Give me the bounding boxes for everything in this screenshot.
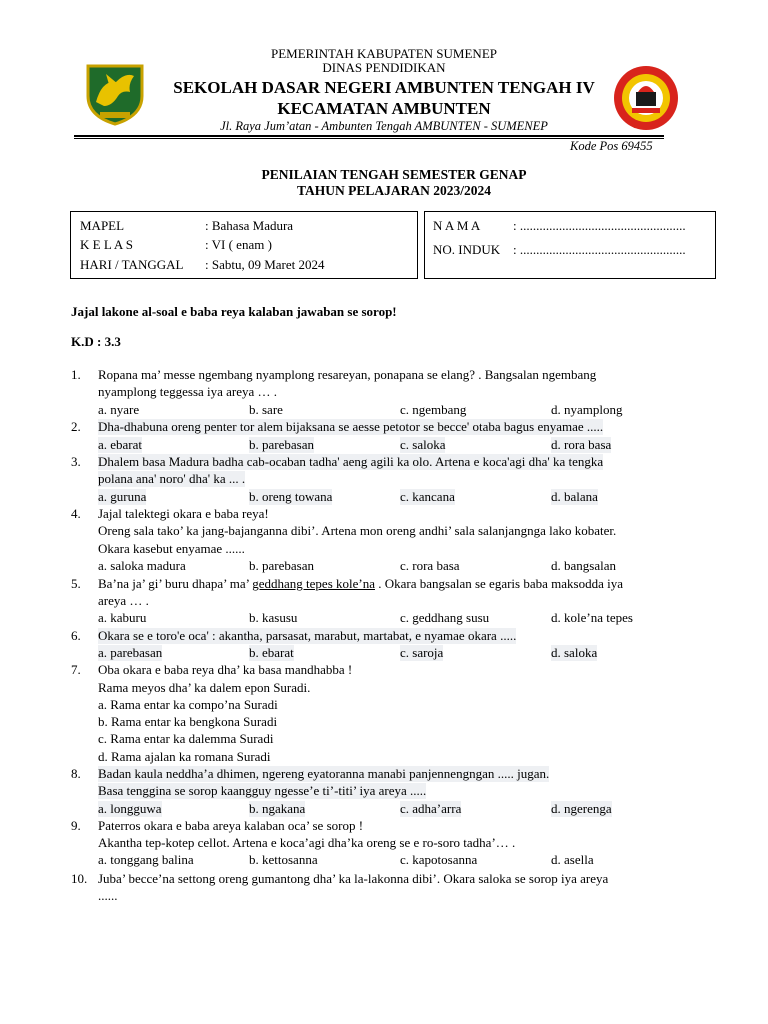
hari-label: HARI / TANGGAL [80,257,184,272]
q9-option-c[interactable]: c. kapotosanna [400,852,478,867]
kelas-label: K E L A S [80,237,133,252]
q4-text-line1: Jajal talektegi okara e baba reya! [98,506,269,521]
q6-number: 6. [71,628,81,643]
q2-option-a[interactable]: a. ebarat [98,437,143,452]
q5-text-line2: areya … . [98,593,149,608]
q9-option-b[interactable]: b. kettosanna [249,852,318,867]
q2-number: 2. [71,419,81,434]
nama-field[interactable]: : ................................................... [513,218,686,233]
exam-title: PENILAIAN TENGAH SEMESTER GENAP [261,167,527,182]
q3-number: 3. [71,454,81,469]
instruction: Jajal lakone al-soal e baba reya kalaban jawaban se sorop! [71,304,397,319]
postal-code: Kode Pos 69455 [570,139,653,153]
q10-text-line2: ...... [98,888,118,903]
q3-option-d[interactable]: d. balana [551,489,598,504]
kelas-value: : VI ( enam ) [205,237,272,252]
q5-text-pre: Ba’na ja’ gi’ buru dhapa’ ma’ [98,576,253,591]
q1-number: 1. [71,367,81,382]
q7-option-b[interactable]: b. Rama entar ka bengkona Suradi [98,714,278,729]
q7-text-line2: Rama meyos dha’ ka dalem epon Suradi. [98,680,311,695]
header-government: PEMERINTAH KABUPATEN SUMENEP [270,46,497,61]
student-info-box [424,211,716,279]
q5-option-b[interactable]: b. kasusu [249,610,298,625]
q1-option-d[interactable]: d. nyamplong [551,402,623,417]
q10-text-line1: Juba’ becce’na settong oreng gumantong dha’ ka la-lakonna dibi’. Okara saloka se sorop iya areya [98,871,609,886]
q3-option-a[interactable]: a. guruna [98,489,147,504]
mapel-label: MAPEL [80,218,125,233]
q3-text-line2: polana ana' noro' dha' ka ... . [98,471,246,486]
q8-text-line1: Badan kaula neddha’a dhimen, ngereng eyatoranna manabi panjennengngan ..... jugan. [98,766,550,781]
hari-value: : Sabtu, 09 Maret 2024 [205,257,325,272]
q2-option-c[interactable]: c. saloka [400,437,446,452]
q3-option-c[interactable]: c. kancana [400,489,455,504]
q6-text-line1: Okara se e toro'e oca' : akantha, parsasat, marabut, martabat, e nyamae okara ..... [98,628,517,643]
q6-option-a[interactable]: a. parebasan [98,645,163,660]
q2-option-b[interactable]: b. parebasan [249,437,314,452]
q5-text-line1 [98,576,623,592]
q7-option-d[interactable]: d. Rama ajalan ka romana Suradi [98,749,271,764]
q5-option-c[interactable]: c. geddhang susu [400,610,490,625]
induk-field[interactable]: : ................................................... [513,242,686,257]
q9-text-line1: Paterros okara e baba areya kalaban oca’ se sorop ! [98,818,364,833]
q7-option-a[interactable]: a. Rama entar ka compo’na Suradi [98,697,278,712]
q4-option-d[interactable]: d. bangsalan [551,558,616,573]
q5-text-post: . Okara bangsalan se egaris baba maksodda iya [374,576,623,591]
q6-option-b[interactable]: b. ebarat [249,645,294,660]
header-district: KECAMATAN AMBUNTEN [277,99,491,118]
q8-option-a[interactable]: a. longguwa [98,801,162,816]
q7-text-line1: Oba okara e baba reya dha’ ka basa mandhabba ! [98,662,353,677]
q1-option-b[interactable]: b. sare [249,402,283,417]
nama-label: N A M A [433,218,481,233]
q4-option-c[interactable]: c. rora basa [400,558,460,573]
q4-text-line3: Okara kasebut enyamae ...... [98,541,245,556]
header-school-name: SEKOLAH DASAR NEGERI AMBUNTEN TENGAH IV [173,78,595,97]
q4-option-b[interactable]: b. parebasan [249,558,314,573]
header-rule-thick [74,135,664,137]
q5-underlined-phrase: geddhang tepes kole’na [252,576,375,591]
exam-info-box [70,211,418,279]
q10-number: 10. [71,871,88,886]
q5-option-a[interactable]: a. kaburu [98,610,147,625]
competency-code: K.D : 3.3 [71,334,121,349]
q3-text-line1: Dhalem basa Madura badha cab-ocaban tadha' aeng agili ka olo. Artena e koca'agi dha' ka tengka [98,454,604,469]
q4-number: 4. [71,506,81,521]
q9-option-a[interactable]: a. tonggang balina [98,852,194,867]
q7-number: 7. [71,662,81,677]
q8-option-d[interactable]: d. ngerenga [551,801,612,816]
q1-text-line1: Ropana ma’ messe ngembang nyamplong resareyan, ponapana se elang? . Bangsalan ngembang [98,367,597,382]
q9-number: 9. [71,818,81,833]
q1-option-a[interactable]: a. nyare [98,402,140,417]
q2-option-d[interactable]: d. rora basa [551,437,612,452]
q8-text-line2: Basa tenggina se sorop kaangguy ngesse’e ti’-titi’ iya areya ..... [98,783,427,798]
q9-text-line2: Akantha tep-kotep cellot. Artena e koca’agi dha’ka oreng se e ro-soro tadha’… . [98,835,516,850]
q9-option-d[interactable]: d. asella [551,852,594,867]
q1-option-c[interactable]: c. ngembang [400,402,467,417]
academic-year: TAHUN PELAJARAN 2023/2024 [296,183,491,198]
q8-option-b[interactable]: b. ngakana [249,801,306,816]
q7-option-c[interactable]: c. Rama entar ka dalemma Suradi [98,731,274,746]
q2-text-line1: Dha-dhabuna oreng penter tor alem bijaksana se aesse petotor se becce' otaba bagus enyamae ..... [98,419,604,434]
header-address: Jl. Raya Jum’atan - Ambunten Tengah AMBUNTEN - SUMENEP [220,119,548,133]
q6-option-d[interactable]: d. saloka [551,645,598,660]
q6-option-c[interactable]: c. saroja [400,645,444,660]
q5-option-d[interactable]: d. kole’na tepes [551,610,633,625]
mapel-value: : Bahasa Madura [205,218,294,233]
q4-option-a[interactable]: a. saloka madura [98,558,186,573]
q5-number: 5. [71,576,81,591]
q1-text-line2: nyamplong teggessa iya areya … . [98,384,278,399]
induk-label: NO. INDUK [433,242,501,257]
header-department: DINAS PENDIDIKAN [322,60,446,75]
q8-number: 8. [71,766,81,781]
q8-option-c[interactable]: c. adha’arra [400,801,462,816]
q4-text-line2: Oreng sala tako’ ka jang-bajanganna dibi’. Artena mon oreng andhi’ sala salanjangnga lako kobater. [98,523,617,538]
q3-option-b[interactable]: b. oreng towana [249,489,333,504]
